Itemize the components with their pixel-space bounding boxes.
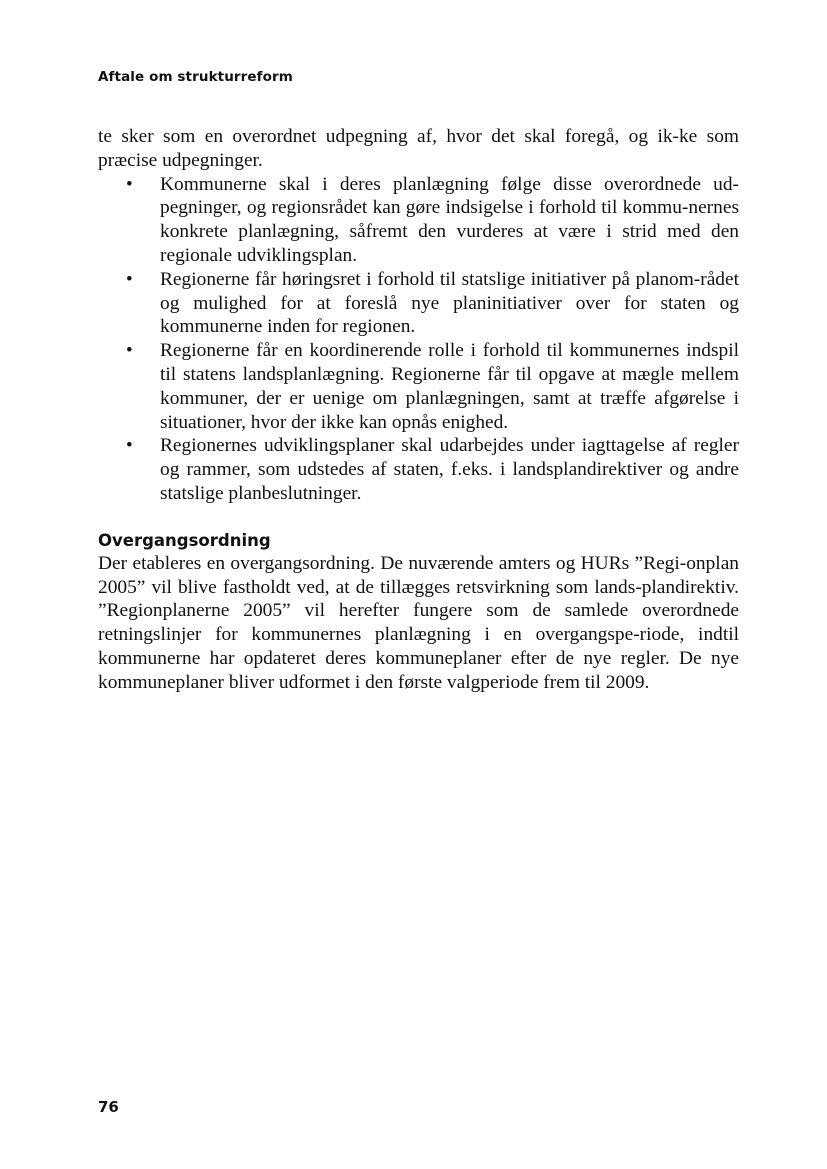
bullet-item-text: Regionernes udviklingsplaner skal udarbejdes under iagttagelse af regler og rammer, som udstedes af staten, f.eks. i landsplandirektiver og andre statslige planbeslutninger.: [160, 435, 739, 504]
running-header-title: Aftale om strukturreform: [98, 69, 293, 85]
page-number: 76: [98, 1098, 119, 1116]
bullet-icon: •: [126, 435, 133, 457]
bullet-item-text: Regionerne får en koordinerende rolle i forhold til kommunernes indspil til statens landsplanlægning. Regionerne får til opgave at mægle mellem kommuner, der er uenige om planlægningen, samt at træffe afgørelse i situationer, hvor der ikke kan opnås enighed.: [160, 340, 739, 433]
bullet-icon: •: [126, 340, 133, 362]
bullet-icon: •: [126, 173, 133, 195]
bullet-item: [126, 173, 739, 268]
continued-bullet-text: te sker som en overordnet udpegning af, hvor det skal foregå, og ik-ke som præcise udpegninger.: [98, 126, 739, 171]
bullet-item-text: Regionerne får høringsret i forhold til statslige initiativer på planom-rådet og mulighed for at foreslå nye planinitiativer over for staten og kommunerne inden for regionen.: [160, 268, 739, 338]
bullet-item: [126, 434, 739, 505]
section-heading: Overgangsordning: [98, 530, 271, 550]
bullet-item: [126, 268, 739, 339]
page-content: [98, 125, 739, 695]
bullet-list: [98, 173, 739, 506]
bullet-item: [126, 339, 739, 434]
section-body-paragraph: Der etableres en overgangsordning. De nuværende amters og HURs ”Regi-onplan 2005” vil blive fastholdt ved, at de tillægges retsvirkning som lands-plandirektiv. ”Regionplanerne 2005” vil herefter fungere som de samlede overordnede retningslinjer for kommunernes planlægning i en overgangspe-riode, indtil kommunerne har opdateret deres kommuneplaner efter de nye regler. De nye kommuneplaner bliver udformet i den første valgperiode frem til 2009.: [98, 552, 739, 693]
bullet-icon: •: [126, 268, 133, 290]
bullet-item-text: Kommunerne skal i deres planlægning følge disse overordnede ud-pegninger, og regionsrådet kan gøre indsigelse i forhold til kommu-nernes konkrete planlægning, såfremt den vurderes at være i strid med den regionale udviklingsplan.: [160, 173, 739, 266]
